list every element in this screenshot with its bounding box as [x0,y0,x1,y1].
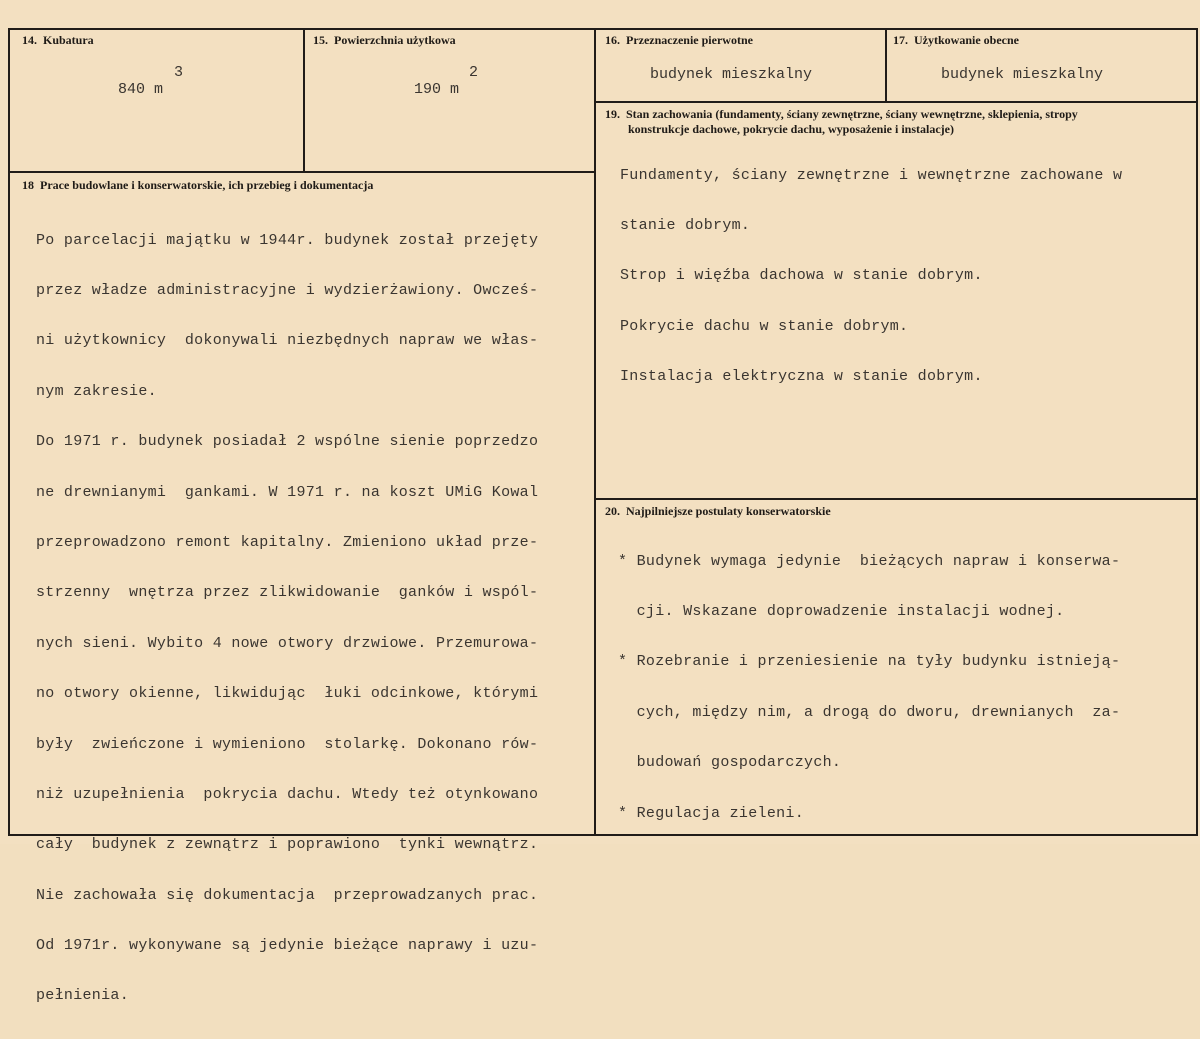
field-19-title-line2: konstrukcje dachowe, pokrycie dachu, wyposażenie i instalacje) [628,122,954,136]
field-16-value: budynek mieszkalny [650,66,813,83]
divider-14-15 [303,28,305,172]
field-18-line: przez władze administracyjne i wydzierżawiony. Owcześ- [36,281,539,299]
field-18-title: Prace budowlane i konserwatorskie, ich przebieg i dokumentacja [40,178,374,192]
field-14-value: 840 m [118,81,164,98]
field-20-line: * Budynek wymaga jedynie bieżących napraw i konserwa- [618,552,1121,570]
field-14-number: 14. [22,33,37,47]
field-18-line: nym zakresie. [36,382,157,400]
field-16-title: Przeznaczenie pierwotne [626,33,753,47]
field-18-line: no otwory okienne, likwidując łuki odcinkowe, którymi [36,685,539,703]
field-18-text [36,199,538,1039]
divider-16-17 [885,28,887,102]
field-18-label [22,178,373,192]
field-20-line: cych, między nim, a drogą do dworu, drewnianych za- [618,703,1121,721]
field-18-line: przeprowadzono remont kapitalny. Zmieniono układ prze- [36,533,539,551]
field-20-line: * Rozebranie i przeniesienie na tyły budynku istnieją- [618,653,1121,671]
field-15-value: 190 m [414,81,460,98]
field-19-number: 19. [605,107,620,121]
field-20-line: * Regulacja zieleni. [618,804,805,822]
field-15-label [313,33,456,47]
field-16-label [605,33,753,47]
center-divider [594,28,596,836]
field-20-line: budowań gospodarczych. [618,754,842,772]
field-15-exponent: 2 [469,64,479,81]
field-14-label [22,33,94,47]
field-15-title: Powierzchnia użytkowa [334,33,456,47]
field-18-line: strzenny wnętrza przez zlikwidowanie ganków i wspól- [36,584,539,602]
field-14-exponent: 3 [174,64,184,81]
field-18-line: pełnienia. [36,987,130,1005]
field-20-number: 20. [605,504,620,518]
field-17-label [893,33,1019,47]
field-19-line: Strop i więźba dachowa w stanie dobrym. [620,267,983,285]
field-20-title: Najpilniejsze postulaty konserwatorskie [626,504,831,518]
right-border [1196,28,1198,836]
left-border [8,28,10,836]
field-19-title-line1: Stan zachowania (fundamenty, ściany zewnętrzne, ściany wewnętrzne, sklepienia, stropy [626,107,1078,121]
field-19-line: Instalacja elektryczna w stanie dobrym. [620,368,983,386]
field-18-line: ne drewnianymi gankami. W 1971 r. na koszt UMiG Kowal [36,483,539,501]
divider-above-19 [594,101,1198,103]
field-19-line: Pokrycie dachu w stanie dobrym. [620,317,909,335]
field-18-line: Od 1971r. wykonywane są jedynie bieżące naprawy i uzu- [36,937,539,955]
field-19-label [605,107,1190,121]
field-19-line: stanie dobrym. [620,216,751,234]
field-18-line: niż uzupełnienia pokrycia dachu. Wtedy też otynkowano [36,785,539,803]
field-16-number: 16. [605,33,620,47]
field-19-text [620,134,1122,420]
field-17-number: 17. [893,33,908,47]
field-19-line: Fundamenty, ściany zewnętrzne i wewnętrzne zachowane w [620,166,1123,184]
divider-above-20 [594,498,1198,500]
top-border [8,28,1198,30]
field-20-text [618,520,1120,856]
field-18-line: Do 1971 r. budynek posiadał 2 wspólne sienie poprzedzo [36,433,539,451]
field-17-title: Użytkowanie obecne [914,33,1019,47]
field-18-line: Nie zachowała się dokumentacja przeprowadzanych prac. [36,886,539,904]
field-18-line: były zwieńczone i wymieniono stolarkę. Dokonano rów- [36,735,539,753]
field-20-label [605,504,831,518]
field-18-line: Po parcelacji majątku w 1944r. budynek został przejęty [36,231,539,249]
field-18-number: 18 [22,178,34,192]
field-18-line: nych sieni. Wybito 4 nowe otwory drzwiowe. Przemurowa- [36,634,539,652]
field-15-number: 15. [313,33,328,47]
field-17-value: budynek mieszkalny [941,66,1104,83]
field-18-line: cały budynek z zewnątrz i poprawiono tynki wewnątrz. [36,836,539,854]
field-18-line: ni użytkownicy dokonywali niezbędnych napraw we włas- [36,332,539,350]
field-14-title: Kubatura [43,33,94,47]
divider-above-18 [8,171,596,173]
field-20-line: cji. Wskazane doprowadzenie instalacji wodnej. [618,602,1065,620]
